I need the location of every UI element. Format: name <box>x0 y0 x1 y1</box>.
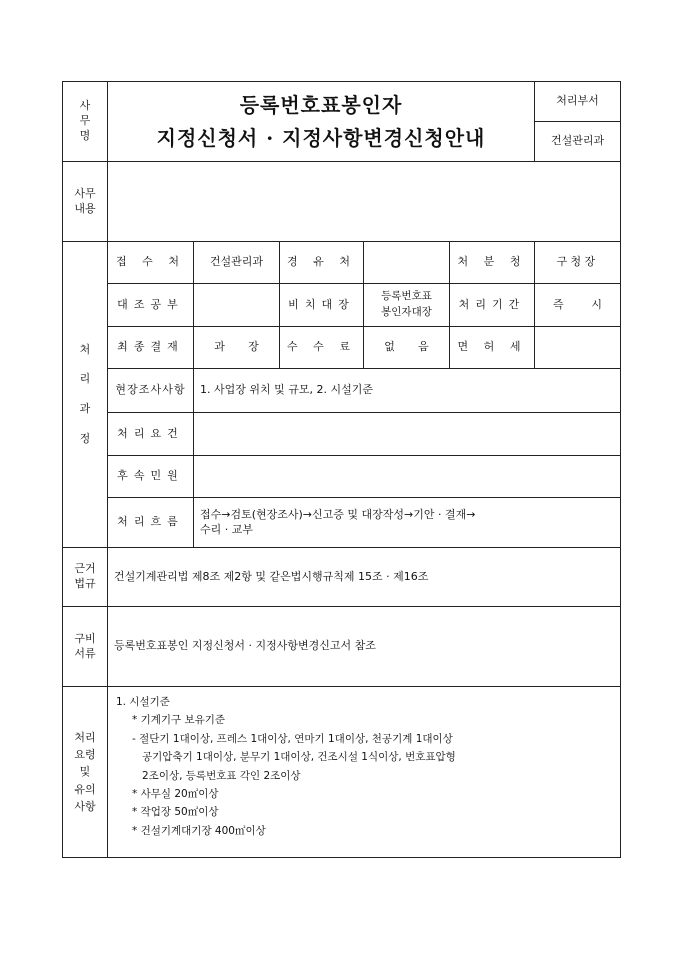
notes-line: 2조이상, 등록번호표 각인 2조이상 <box>142 769 301 782</box>
office-name-label: 사 무 명 <box>63 82 108 162</box>
kept-register-value: 등록번호표 봉인자대장 <box>364 284 450 327</box>
site-survey-value: 1. 사업장 위치 및 규모, 2. 시설기준 <box>194 369 621 413</box>
receipt-office-label: 접 수 처 <box>108 242 194 284</box>
reference-register-value <box>194 284 280 327</box>
fee-label: 수 수 료 <box>280 327 364 369</box>
receipt-office-value: 건설관리과 <box>194 242 280 284</box>
license-tax-label: 면 허 세 <box>450 327 535 369</box>
process-label: 처 리 과 정 <box>63 242 108 548</box>
kept-register-label: 비치대장 <box>280 284 364 327</box>
dept-value: 건설관리과 <box>535 122 621 162</box>
guide-form-table <box>62 81 621 858</box>
flow-label: 처리흐름 <box>108 498 194 548</box>
notes-label: 처리 요령 및 유의 사항 <box>63 687 108 858</box>
final-approval-label: 최종결재 <box>108 327 194 369</box>
dept-label: 처리부서 <box>535 82 621 122</box>
notes-line: * 기계기구 보유기준 <box>132 714 226 727</box>
requirements-value <box>194 413 621 456</box>
final-approval-value: 과 장 <box>194 327 280 369</box>
processing-period-label: 처리기간 <box>450 284 535 327</box>
notes-line: * 사무실 20㎡이상 <box>132 787 219 800</box>
legal-basis-value: 건설기계관리법 제8조 제2항 및 같은법시행규칙제 15조 · 제16조 <box>108 548 621 607</box>
title-line-2: 지정신청서 · 지정사항변경신청안내 <box>156 125 486 150</box>
notes-line: * 작업장 50㎡이상 <box>132 806 219 819</box>
site-survey-label: 현장조사사항 <box>108 369 194 413</box>
work-content-value <box>108 162 621 242</box>
requirements-label: 처리요건 <box>108 413 194 456</box>
legal-basis-label: 근거 법규 <box>63 548 108 607</box>
via-office-value <box>364 242 450 284</box>
follow-up-value <box>194 456 621 498</box>
follow-up-label: 후속민원 <box>108 456 194 498</box>
license-tax-value <box>535 327 621 369</box>
documents-value: 등록번호표봉인 지정신청서 · 지정사항변경신고서 참조 <box>108 607 621 687</box>
title-line-1: 등록번호표봉인자 <box>239 92 403 117</box>
via-office-label: 경 유 처 <box>280 242 364 284</box>
processing-period-value: 즉 시 <box>535 284 621 327</box>
fee-value: 없 음 <box>364 327 450 369</box>
notes-line: * 건설기계대기장 400㎡이상 <box>132 824 266 837</box>
disposal-office-value: 구청장 <box>535 242 621 284</box>
notes-line: 공기압축기 1대이상, 분무기 1대이상, 건조시설 1식이상, 번호표압형 <box>142 751 456 764</box>
flow-value: 접수→검토(현장조사)→신고증 및 대장작성→기안 · 결재→ 수리 · 교부 <box>194 498 621 548</box>
notes-line: 1. 시설기준 <box>116 696 170 708</box>
disposal-office-label: 처 분 청 <box>450 242 535 284</box>
form-title <box>108 82 535 162</box>
work-content-label: 사무 내용 <box>63 162 108 242</box>
reference-register-label: 대조공부 <box>108 284 194 327</box>
notes-value <box>108 687 621 858</box>
documents-label: 구비 서류 <box>63 607 108 687</box>
notes-line: - 절단기 1대이상, 프레스 1대이상, 연마기 1대이상, 천공기계 1대이상 <box>132 732 453 745</box>
